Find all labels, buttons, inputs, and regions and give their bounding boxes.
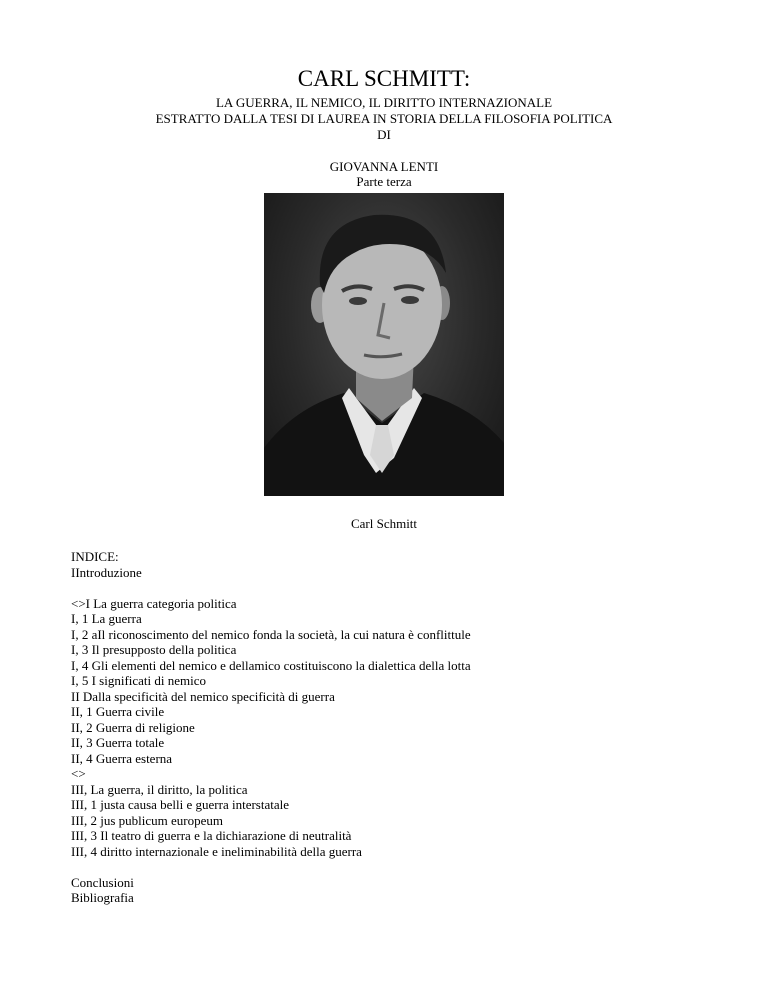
toc-item: III, 2 jus publicum europeum (71, 812, 223, 828)
subtitle-line-1: LA GUERRA, IL NEMICO, IL DIRITTO INTERNAZIONALE (215, 95, 553, 110)
toc-item: <> (71, 766, 86, 781)
toc-item: I, 5 I significati di nemico (71, 673, 207, 688)
toc-item: I, 3 Il presupposto della politica (71, 642, 237, 657)
part-label: Parte terza (356, 174, 412, 189)
toc-item: I, 1 La guerra (71, 611, 142, 626)
toc-item-intro: IIntroduzione (71, 564, 142, 580)
toc-spacer (71, 859, 471, 875)
toc-item: I, 4 Gli elementi del nemico e dellamico costituiscono la dialettica della lotta (71, 657, 471, 673)
toc-item: III, La guerra, il diritto, la politica (71, 781, 248, 797)
subtitle-line-2: ESTRATTO DALLA TESI DI LAUREA IN STORIA DELLA FILOSOFIA POLITICA (155, 111, 613, 126)
table-of-contents (71, 549, 471, 906)
author-name: GIOVANNA LENTI (329, 159, 439, 174)
toc-item: II, 3 Guerra totale (71, 735, 165, 750)
toc-heading: INDICE: (71, 549, 119, 564)
toc-item-bibliography: Bibliografia (71, 890, 134, 905)
toc-item: I, 2 aIl riconoscimento del nemico fonda la società, la cui natura è conflittule (71, 626, 471, 642)
toc-spacer (71, 580, 471, 596)
portrait-illustration (264, 193, 504, 496)
toc-item-conclusions: Conclusioni (71, 874, 134, 890)
toc-item: II, 2 Guerra di religione (71, 719, 195, 735)
toc-item: III, 1 justa causa belli e guerra interstatale (71, 797, 290, 812)
portrait-photo (264, 193, 504, 496)
toc-item: II Dalla specificità del nemico specificità di guerra (71, 688, 335, 704)
toc-item: <>I La guerra categoria politica (71, 595, 237, 611)
document-title: CARL SCHMITT: (297, 66, 471, 91)
toc-item: III, 3 Il teatro di guerra e la dichiarazione di neutralità (71, 828, 352, 843)
toc-item: II, 4 Guerra esterna (71, 750, 173, 766)
toc-item: II, 1 Guerra civile (71, 704, 165, 719)
subtitle-line-3: DI (377, 127, 391, 142)
photo-caption: Carl Schmitt (350, 516, 418, 531)
toc-item: III, 4 diritto internazionale e ineliminabilità della guerra (71, 843, 362, 859)
